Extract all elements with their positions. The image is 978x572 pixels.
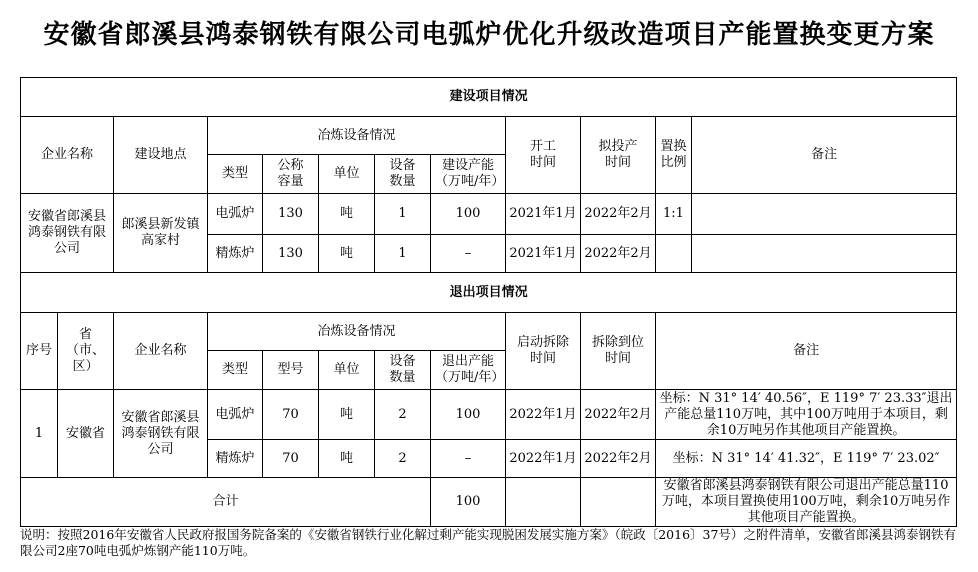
build-row-output: 100 xyxy=(431,194,506,235)
footnote: 说明：按照2016年安徽省人民政府报国务院备案的《安徽省钢铁行业化解过剩产能实现脱困发展实施方案》（皖政〔2016〕37号）之附件清单，安徽省郎溪县鸿泰钢铁有限公司2座70吨电弧炉炼钢产能110万吨。 xyxy=(20,527,956,558)
build-row-remark xyxy=(692,194,957,235)
build-row-capacity: 130 xyxy=(263,194,319,235)
exit-row-output: – xyxy=(431,440,506,478)
exit-row-output: 100 xyxy=(431,390,506,440)
build-row-type: 精炼炉 xyxy=(208,235,263,273)
exit-header-start: 启动拆除时间 xyxy=(506,313,581,390)
exit-row-unit: 吨 xyxy=(319,390,375,440)
total-value: 100 xyxy=(431,478,506,527)
build-location: 郎溪县新发镇高家村 xyxy=(114,194,208,273)
build-header-output: 建设产能（万吨/年） xyxy=(431,155,506,194)
exit-row-model: 70 xyxy=(263,440,319,478)
exit-header-end: 拆除到位时间 xyxy=(581,313,656,390)
build-row-capacity: 130 xyxy=(263,235,319,273)
exit-no: 1 xyxy=(21,390,58,478)
exit-province: 安徽省 xyxy=(58,390,114,478)
exit-row-type: 精炼炉 xyxy=(208,440,263,478)
exit-header-company: 企业名称 xyxy=(114,313,208,390)
exit-header-equipment: 冶炼设备情况 xyxy=(208,313,506,351)
build-header-remark: 备注 xyxy=(692,117,957,194)
exit-row-remark: 坐标：N 31° 14′ 40.56″，E 119° 7′ 23.33″退出产能总量110万吨，其中100万吨用于本项目，剩余10万吨另作其他项目产能置换。 xyxy=(656,390,957,440)
build-header-unit: 单位 xyxy=(319,155,375,194)
exit-row-unit: 吨 xyxy=(319,440,375,478)
build-row-production: 2022年2月 xyxy=(581,235,656,273)
build-company: 安徽省郎溪县鸿泰钢铁有限公司 xyxy=(21,194,114,273)
build-row-count: 1 xyxy=(375,194,431,235)
exit-row-count: 2 xyxy=(375,390,431,440)
build-header-type: 类型 xyxy=(208,155,263,194)
build-header-count: 设备数量 xyxy=(375,155,431,194)
build-row-count: 1 xyxy=(375,235,431,273)
build-row-type: 电弧炉 xyxy=(208,194,263,235)
build-row-ratio xyxy=(656,235,692,273)
exit-header-province: 省（市、区） xyxy=(58,313,114,390)
total-start xyxy=(506,478,581,527)
exit-row-remark: 坐标：N 31° 14′ 41.32″，E 119° 7′ 23.02″ xyxy=(656,440,957,478)
build-header-equipment: 冶炼设备情况 xyxy=(208,117,506,155)
total-label: 合计 xyxy=(21,478,431,527)
capacity-replacement-table xyxy=(20,77,957,527)
page-title: 安徽省郎溪县鸿泰钢铁有限公司电弧炉优化升级改造项目产能置换变更方案 xyxy=(43,20,935,50)
exit-header-remark: 备注 xyxy=(656,313,957,390)
build-row-remark xyxy=(692,235,957,273)
build-row-start: 2021年1月 xyxy=(506,194,581,235)
exit-row-start: 2022年1月 xyxy=(506,390,581,440)
build-header-start: 开工时间 xyxy=(506,117,581,194)
exit-header-output: 退出产能（万吨/年） xyxy=(431,351,506,390)
build-header-company: 企业名称 xyxy=(21,117,114,194)
exit-header-model: 型号 xyxy=(263,351,319,390)
exit-row-type: 电弧炉 xyxy=(208,390,263,440)
build-row-unit: 吨 xyxy=(319,194,375,235)
build-header-location: 建设地点 xyxy=(114,117,208,194)
exit-section-header: 退出项目情况 xyxy=(21,273,957,313)
total-end xyxy=(581,478,656,527)
exit-row-count: 2 xyxy=(375,440,431,478)
exit-header-count: 设备数量 xyxy=(375,351,431,390)
exit-header-type: 类型 xyxy=(208,351,263,390)
build-header-production: 拟投产时间 xyxy=(581,117,656,194)
build-row-output: – xyxy=(431,235,506,273)
build-row-unit: 吨 xyxy=(319,235,375,273)
build-header-capacity: 公称容量 xyxy=(263,155,319,194)
build-section-header: 建设项目情况 xyxy=(21,78,957,117)
exit-row-model: 70 xyxy=(263,390,319,440)
exit-row-end: 2022年2月 xyxy=(581,390,656,440)
build-row-start: 2021年1月 xyxy=(506,235,581,273)
build-row-ratio: 1:1 xyxy=(656,194,692,235)
exit-header-unit: 单位 xyxy=(319,351,375,390)
build-row-production: 2022年2月 xyxy=(581,194,656,235)
total-remark: 安徽省郎溪县鸿泰钢铁有限公司退出产能总量110万吨，本项目置换使用100万吨，剩余10万吨另作其他项目产能置换。 xyxy=(656,478,957,527)
exit-row-end: 2022年2月 xyxy=(581,440,656,478)
exit-company: 安徽省郎溪县鸿泰钢铁有限公司 xyxy=(114,390,208,478)
exit-header-no: 序号 xyxy=(21,313,58,390)
exit-row-start: 2022年1月 xyxy=(506,440,581,478)
build-header-ratio: 置换比例 xyxy=(656,117,692,194)
